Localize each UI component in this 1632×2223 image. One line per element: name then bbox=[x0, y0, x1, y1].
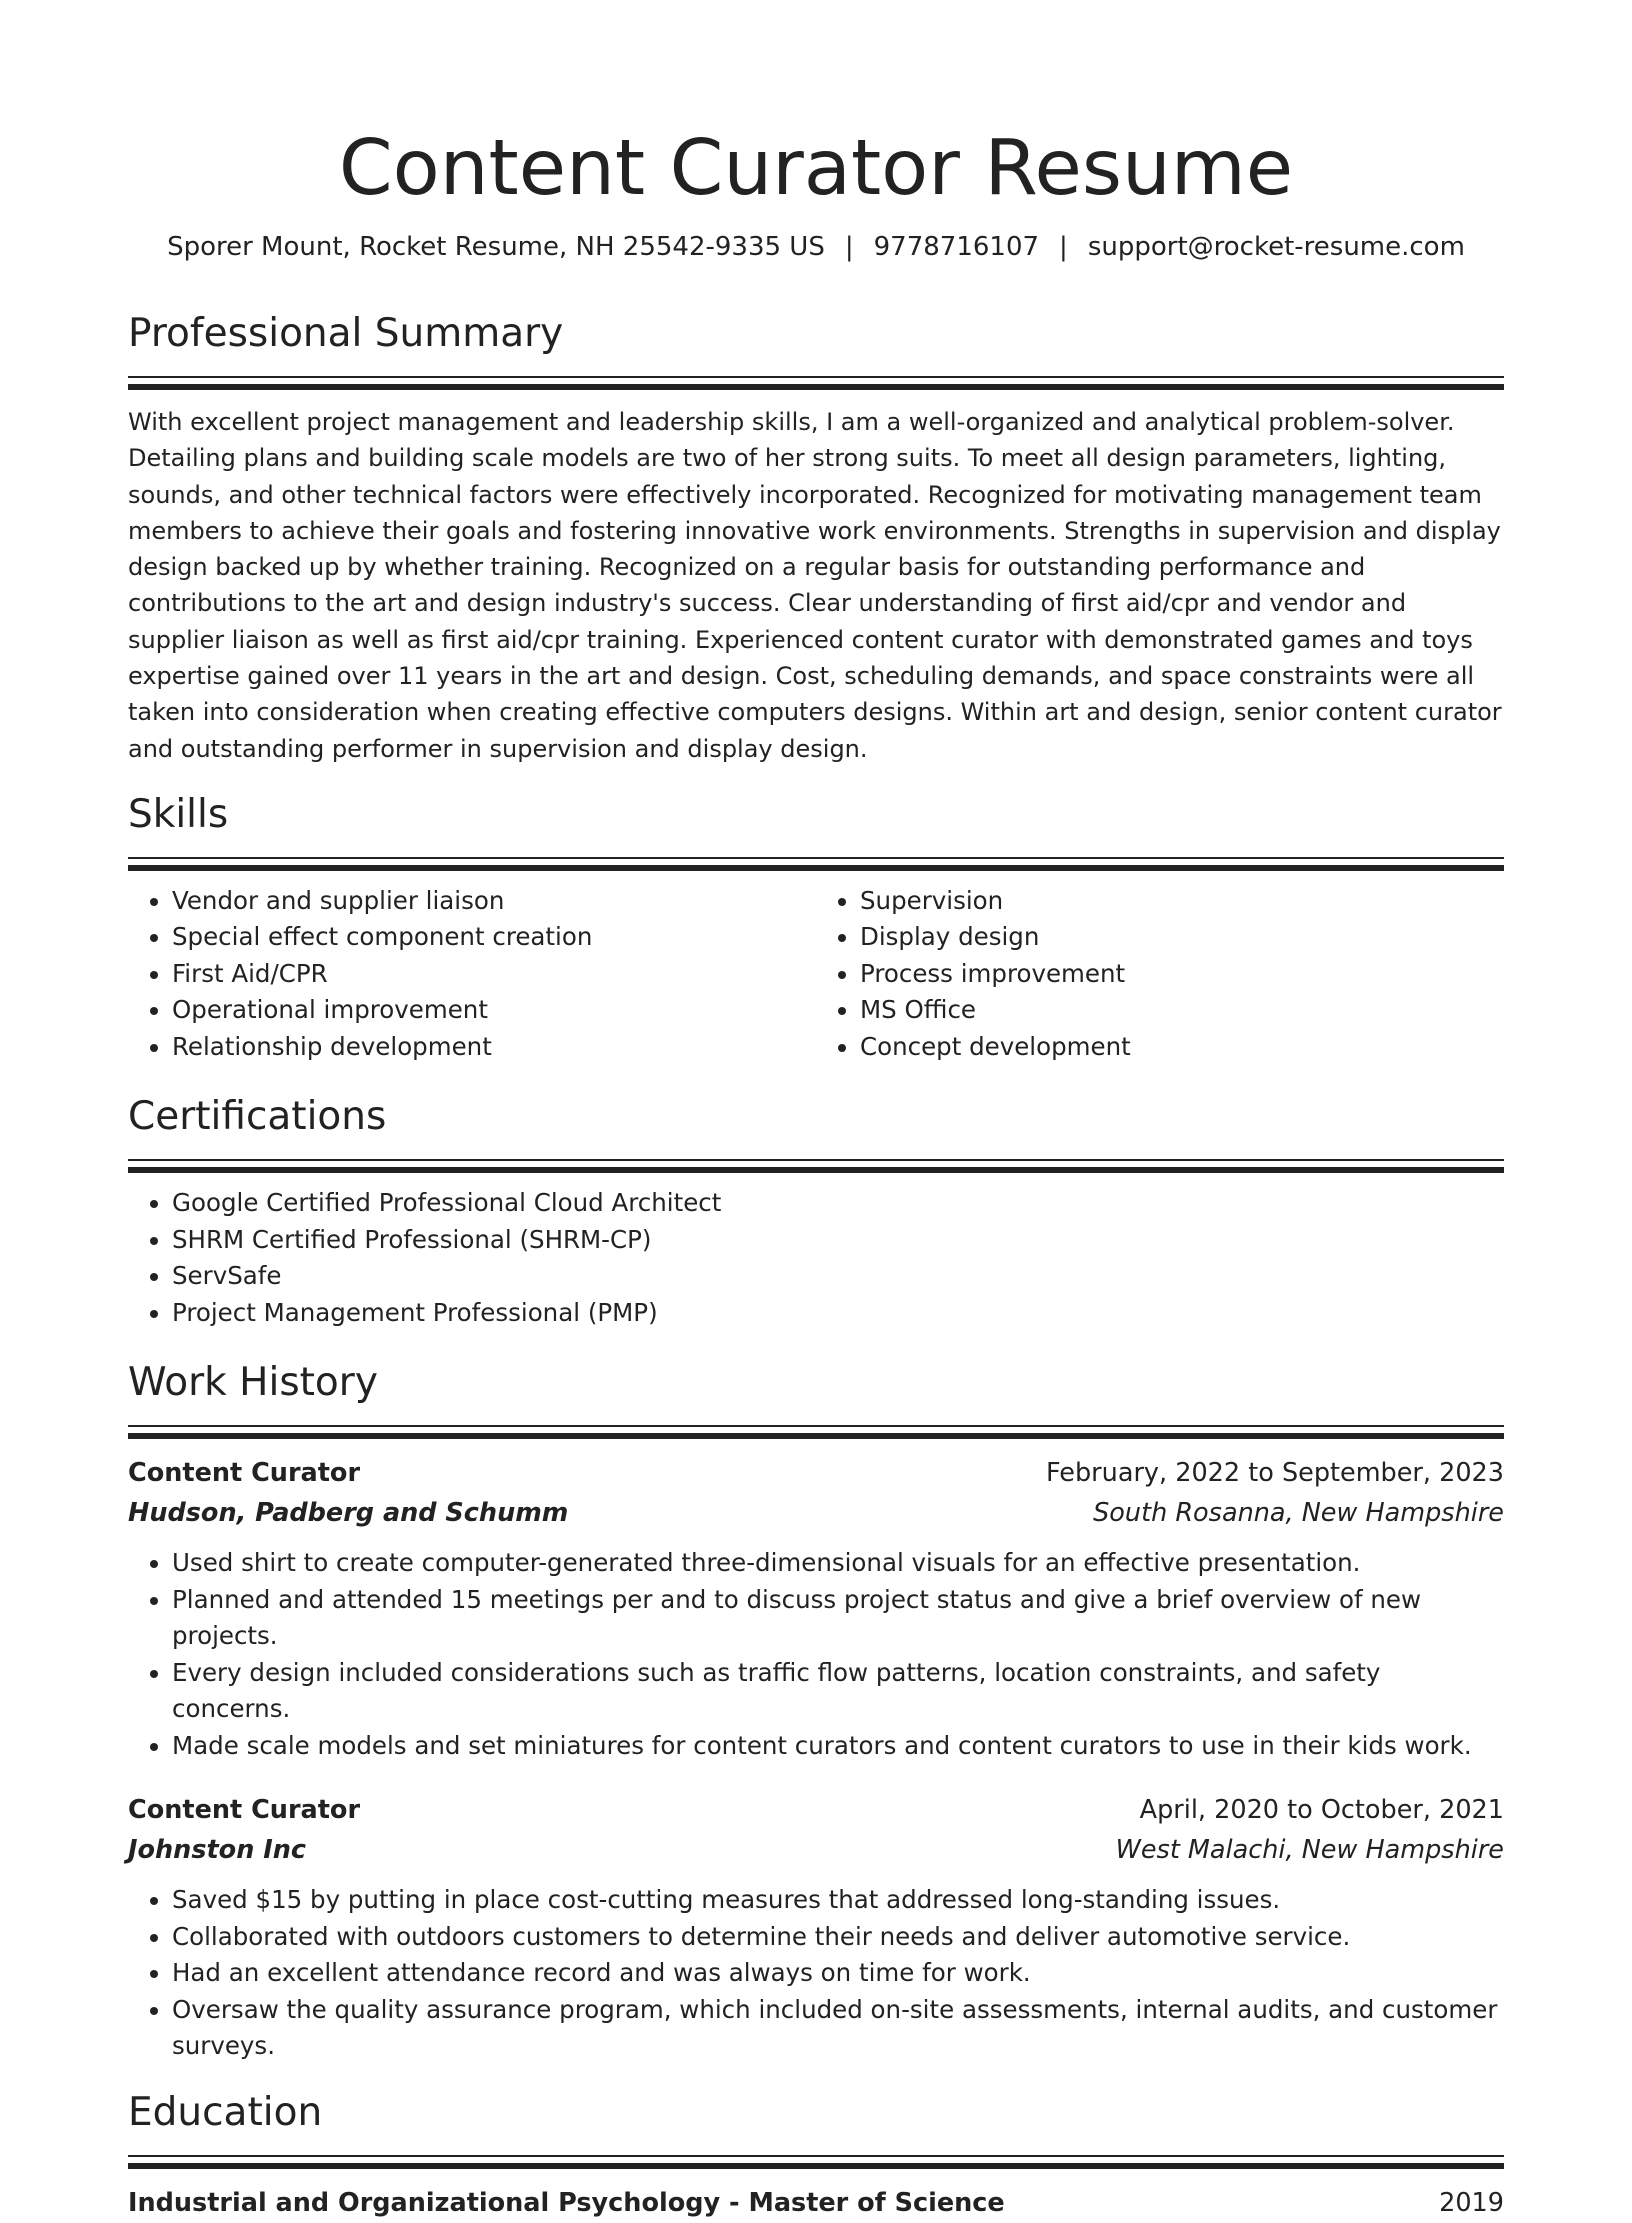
job-title: Content Curator bbox=[128, 1795, 361, 1826]
skill-item: • Concept development bbox=[860, 1029, 1504, 1066]
section-heading-skills: Skills bbox=[128, 791, 229, 837]
skill-item: • First Aid/CPR bbox=[172, 956, 816, 993]
contact-line bbox=[128, 230, 1504, 264]
page-title: Content Curator Resume bbox=[338, 124, 1294, 213]
contact-separator: | bbox=[844, 232, 854, 262]
summary-text: With excellent project management and leadership skills, I am a well-organized and analytical problem-solver. Detailing plans and building scale models are two of her strong suits. To meet all design parameters, lighting, sounds, and other technical factors were effectively incorporated. Recognized for motivating management team members to achieve their goals and fostering innovative work environments. Strengths in supervision and display design backed up by whether training. Recognized on a regular basis for outstanding performance and contributions to the art and design industry's success. Clear understanding of first aid/cpr and vendor and supplier liaison as well as first aid/cpr training. Experienced content curator with demonstrated games and toys expertise gained over 11 years in the art and design. Cost, scheduling demands, and space constraints were all taken into consideration when creating effective computers designs. Within art and design, senior content curator and outstanding performer in supervision and display design. bbox=[128, 408, 1502, 763]
skill-item: • Operational improvement bbox=[172, 992, 816, 1029]
skill-item: • Process improvement bbox=[860, 956, 1504, 993]
contact-phone: 9778716107 bbox=[873, 232, 1040, 262]
job-header-row bbox=[128, 1790, 1504, 1830]
job-bullet: • Every design included considerations such as traffic flow patterns, location constraints, and safety concerns. bbox=[172, 1655, 1504, 1728]
certification-item: • Google Certified Professional Cloud Architect bbox=[172, 1185, 1504, 1222]
section-rule-thick bbox=[128, 1433, 1504, 1439]
job-bullet: • Planned and attended 15 meetings per and to discuss project status and give a brief overview of new projects. bbox=[172, 1582, 1504, 1655]
certifications-section bbox=[128, 1093, 1504, 1331]
education-year: 2019 bbox=[1439, 2187, 1504, 2218]
section-rule-thin bbox=[128, 1159, 1504, 1161]
section-heading-work-history: Work History bbox=[128, 1360, 378, 1406]
skill-item: • Vendor and supplier liaison bbox=[172, 883, 816, 920]
job-entry bbox=[128, 1453, 1504, 1764]
section-rule-thin bbox=[128, 1425, 1504, 1427]
job-company: Johnston Inc bbox=[128, 1835, 306, 1866]
summary-section bbox=[128, 310, 1504, 767]
job-subheader-row bbox=[128, 1830, 1504, 1870]
job-bullet: • Used shirt to create computer-generated three-dimensional visuals for an effective presentation. bbox=[172, 1545, 1504, 1582]
job-dates: February, 2022 to September, 2023 bbox=[1046, 1458, 1504, 1489]
job-bullet: • Oversaw the quality assurance program, which included on-site assessments, internal audits, and customer surveys. bbox=[172, 1992, 1504, 2065]
certification-item: • ServSafe bbox=[172, 1258, 1504, 1295]
job-subheader-row bbox=[128, 1493, 1504, 1533]
job-company: Hudson, Padberg and Schumm bbox=[128, 1498, 569, 1529]
education-row bbox=[128, 2183, 1504, 2223]
section-heading-certifications: Certifications bbox=[128, 1094, 387, 1140]
section-rule-thick bbox=[128, 865, 1504, 871]
job-entry bbox=[128, 1790, 1504, 2065]
skill-item: • Supervision bbox=[860, 883, 1504, 920]
contact-separator: | bbox=[1059, 232, 1068, 262]
certifications-list bbox=[128, 1185, 1504, 1331]
education-section bbox=[128, 2089, 1504, 2223]
section-heading-summary: Professional Summary bbox=[128, 311, 564, 356]
job-location: West Malachi, New Hampshire bbox=[1115, 1835, 1504, 1866]
job-bullet: • Saved $15 by putting in place cost-cutting measures that addressed long-standing issues. bbox=[172, 1882, 1504, 1919]
contact-address: Sporer Mount, Rocket Resume, NH 25542-9335 US bbox=[167, 232, 825, 262]
section-rule-thick bbox=[128, 1167, 1504, 1173]
job-title: Content Curator bbox=[128, 1458, 361, 1489]
job-bullet: • Collaborated with outdoors customers to determine their needs and deliver automotive service. bbox=[172, 1919, 1504, 1956]
certification-item: • SHRM Certified Professional (SHRM-CP) bbox=[172, 1222, 1504, 1259]
education-degree: Industrial and Organizational Psychology - Master of Science bbox=[128, 2187, 1005, 2218]
skill-item: • Display design bbox=[860, 919, 1504, 956]
section-rule-thick bbox=[128, 384, 1504, 390]
job-location: South Rosanna, New Hampshire bbox=[1093, 1498, 1504, 1529]
section-rule-thin bbox=[128, 376, 1504, 378]
contact-email: support@rocket-resume.com bbox=[1087, 232, 1465, 262]
work-history-section bbox=[128, 1359, 1504, 2065]
skills-list-left bbox=[128, 883, 816, 1066]
job-bullets bbox=[128, 1882, 1504, 2065]
job-bullet: • Had an excellent attendance record and was always on time for work. bbox=[172, 1955, 1504, 1992]
skill-item: • MS Office bbox=[860, 992, 1504, 1029]
section-rule-thin bbox=[128, 857, 1504, 859]
job-header-row bbox=[128, 1453, 1504, 1493]
job-dates: April, 2020 to October, 2021 bbox=[1139, 1795, 1504, 1826]
section-heading-education: Education bbox=[128, 2089, 323, 2135]
skills-list-right bbox=[816, 883, 1504, 1066]
skill-item: • Relationship development bbox=[172, 1029, 816, 1066]
job-bullet: • Made scale models and set miniatures for content curators and content curators to use in their kids work. bbox=[172, 1728, 1504, 1765]
skill-item: • Special effect component creation bbox=[172, 919, 816, 956]
job-bullets bbox=[128, 1545, 1504, 1764]
skills-grid bbox=[128, 883, 1504, 1066]
section-rule-thin bbox=[128, 2155, 1504, 2157]
section-rule-thick bbox=[128, 2163, 1504, 2169]
skills-section bbox=[128, 791, 1504, 1066]
certification-item: • Project Management Professional (PMP) bbox=[172, 1295, 1504, 1332]
